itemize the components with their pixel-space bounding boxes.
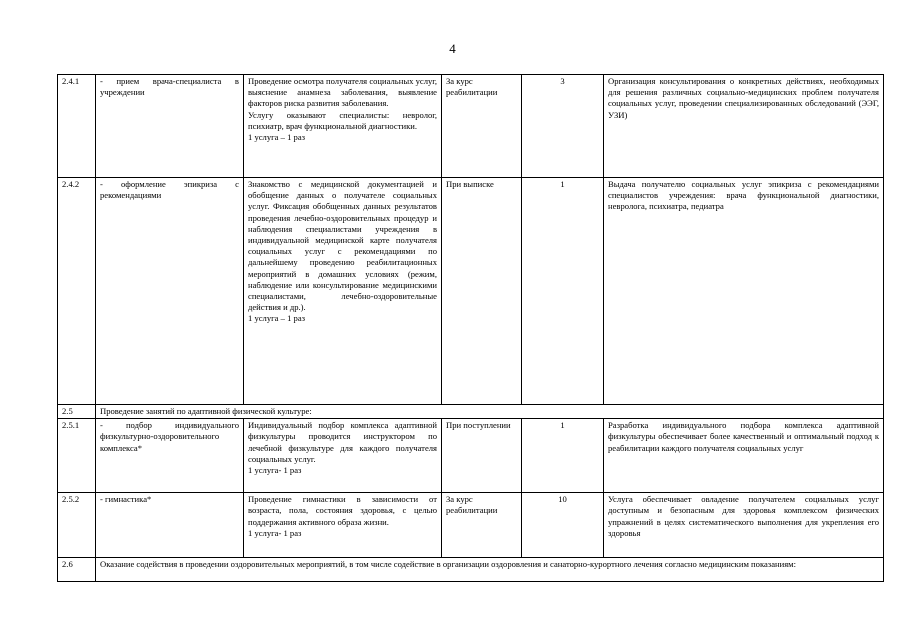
row-number: 2.5.1 <box>58 419 96 493</box>
table-row <box>58 493 884 558</box>
service-count: 10 <box>522 493 604 558</box>
services-table <box>57 74 884 582</box>
service-content: Знакомство с медицинской документацией и обобщение данных о получателе социальных услуг. Фиксация обобщенных данных результатов проведения лечебно-оздоровительных процедур и наблюдения специалистами учреждения в индивидуальной медицинской карте получателя социальных услуг с рекомендациями по дальнейшему проведению реабилитационных мероприятий в домашних условиях (режим, наблюдение или консультирование медицинскими специалистами, лечебно-оздоровительные действия и др.). 1 услуга – 1 раз <box>244 178 442 405</box>
row-number: 2.5 <box>58 405 96 419</box>
service-content: Проведение осмотра получателя социальных услуг, выяснение анамнеза заболевания, выявление факторов риска развития заболевания. Услугу оказывают специалисты: невролог, психиатр, врач функциональной диагностики. 1 услуга – 1 раз <box>244 75 442 178</box>
service-name: - гимнастика* <box>96 493 244 558</box>
service-result: Выдача получателю социальных услуг эпикриза с рекомендациями специалистов учреждения: врача функциональной диагностики, невролога, психиатра, педиатра <box>604 178 884 405</box>
row-number: 2.4.1 <box>58 75 96 178</box>
service-result: Разработка индивидуального подбора комплекса адаптивной физкультуры обеспечивает более качественный и оптимальный подход к реабилитации каждого получателя социальных услуг <box>604 419 884 493</box>
service-content: Индивидуальный подбор комплекса адаптивной физкультуры проводится инструктором по лечебной физкультуре для каждого получателя социальных услуг. 1 услуга- 1 раз <box>244 419 442 493</box>
service-name: - оформление эпикриза с рекомендациями <box>96 178 244 405</box>
service-term: При поступлении <box>442 419 522 493</box>
service-name: - подбор индивидуального физкультурно-оздоровительного комплекса* <box>96 419 244 493</box>
service-result: Услуга обеспечивает овладение получателем социальных услуг доступным и безопасным для здоровья комплексом физических упражнений в целях систематического выполнения для укрепления его здоровья <box>604 493 884 558</box>
service-term: За курс реабилитации <box>442 75 522 178</box>
section-title: Оказание содействия в проведении оздоровительных мероприятий, в том числе содействие в организации оздоровления и санаторно-курортного лечения согласно медицинским показаниям: <box>96 558 884 582</box>
service-name: - прием врача-специалиста в учреждении <box>96 75 244 178</box>
service-term: За курс реабилитации <box>442 493 522 558</box>
service-result: Организация консультирования о конкретных действиях, необходимых для решения различных социально-медицинских проблем получателя социальных услуг, проведении специализированных обследований (ЭЭГ, УЗИ) <box>604 75 884 178</box>
row-number: 2.6 <box>58 558 96 582</box>
table-row <box>58 178 884 405</box>
section-title: Проведение занятий по адаптивной физической культуре: <box>96 405 884 419</box>
table-row <box>58 75 884 178</box>
section-row <box>58 405 884 419</box>
service-term: При выписке <box>442 178 522 405</box>
page-number: 4 <box>449 41 456 56</box>
section-row <box>58 558 884 582</box>
row-number: 2.4.2 <box>58 178 96 405</box>
service-count: 1 <box>522 419 604 493</box>
service-count: 1 <box>522 178 604 405</box>
table-row <box>58 419 884 493</box>
row-number: 2.5.2 <box>58 493 96 558</box>
service-content: Проведение гимнастики в зависимости от возраста, пола, состояния здоровья, с целью поддержания активного образа жизни. 1 услуга- 1 раз <box>244 493 442 558</box>
service-count: 3 <box>522 75 604 178</box>
